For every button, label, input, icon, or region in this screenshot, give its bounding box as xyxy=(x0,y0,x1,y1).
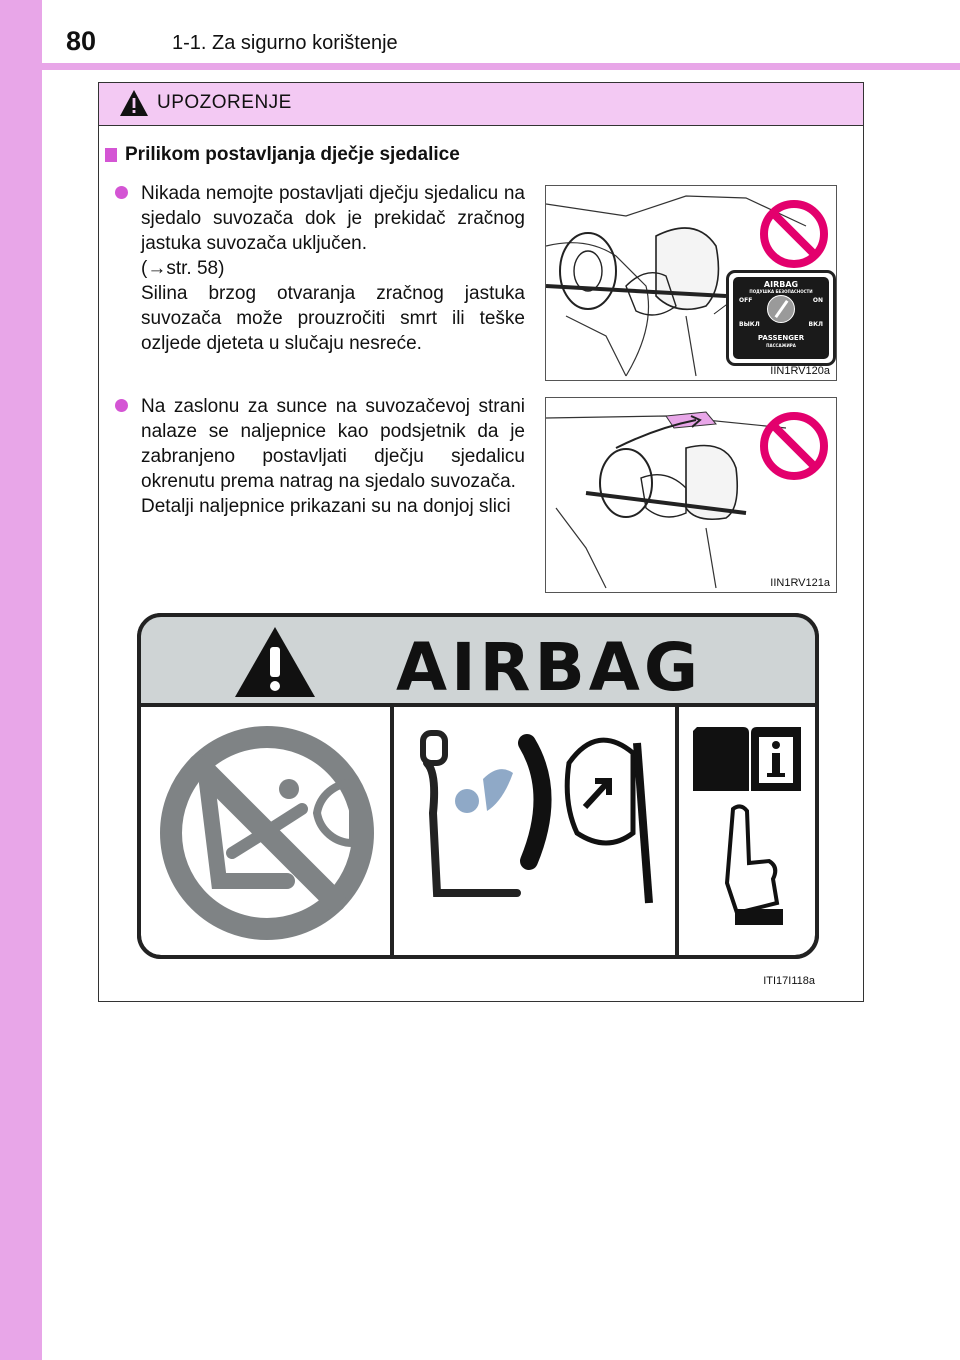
airbag-switch-panel xyxy=(726,270,836,366)
prohibition-icon xyxy=(758,198,830,270)
airbag-title: AIRBAG xyxy=(395,629,703,706)
airbag-warning-label xyxy=(137,613,819,987)
warning-subheading xyxy=(105,144,460,166)
bullet-item-2 xyxy=(115,394,525,519)
switch-on-ru-label: ВКЛ xyxy=(808,321,823,328)
switch-off-label: OFF xyxy=(739,297,753,304)
circle-bullet-icon xyxy=(115,186,128,199)
figure-caption-1: IIN1RV120a xyxy=(770,365,830,377)
warning-triangle-icon xyxy=(119,89,149,117)
switch-on-label: ON xyxy=(812,297,823,304)
warning-box xyxy=(98,82,864,1002)
switch-off-ru-label: ВЫКЛ xyxy=(739,321,760,328)
figure-sun-visor xyxy=(545,397,837,593)
warning-label: UPOZORENJE xyxy=(157,92,292,113)
switch-passenger-label: PASSENGER xyxy=(757,334,805,342)
manual-book-icon xyxy=(693,727,801,791)
figure-caption-2: IIN1RV121a xyxy=(770,577,830,589)
switch-subtitle: ПОДУШКА БЕЗОПАСНОСТИ xyxy=(749,289,813,294)
warning-header xyxy=(99,83,863,126)
square-bullet-icon xyxy=(105,148,117,162)
bullet-1-line-3: Silina brzog otvaranja zračnog jastuka suvozača može prouzročiti smrt ili teške ozljede djeteta u slučaju nesreće. xyxy=(141,283,525,354)
circle-bullet-icon xyxy=(115,399,128,412)
switch-title: AIRBAG xyxy=(763,280,799,289)
subheading-text: Prilikom postavljanja dječje sjedalice xyxy=(125,144,460,165)
page-number: 80 xyxy=(66,26,97,56)
airbag-label-graphic xyxy=(137,613,819,959)
switch-passenger-ru-label: ПАССАЖИРА xyxy=(766,343,796,348)
prohibition-icon xyxy=(758,410,830,482)
bullet-1-line-2: (→str. 58) xyxy=(141,258,225,279)
bullet-2-line-1: Na zaslonu za sunce na suvozačevoj strani nalaze se naljepnice kao podsjetnik da je zabranjeno postavljati dječju sjedalicu okrenutu prema natrag na sjedalo suvozača. xyxy=(141,396,525,492)
bullet-1-line-1: Nikada nemojte postavljati dječju sjedalicu na sjedalo suvozača dok je prekidač zračnog jastuka suvozača uključen. xyxy=(141,183,525,254)
switch-knob xyxy=(767,295,795,323)
airbag-label-caption: ITI17I118a xyxy=(763,975,815,987)
side-strip xyxy=(0,0,42,1360)
section-title: 1-1. Za sigurno korištenje xyxy=(172,32,398,54)
bullet-2-line-2: Detalji naljepnice prikazani su na donjoj slici xyxy=(141,496,511,517)
header-rule xyxy=(42,63,960,70)
bullet-item-1 xyxy=(115,181,525,356)
figure-airbag-switch xyxy=(545,185,837,381)
